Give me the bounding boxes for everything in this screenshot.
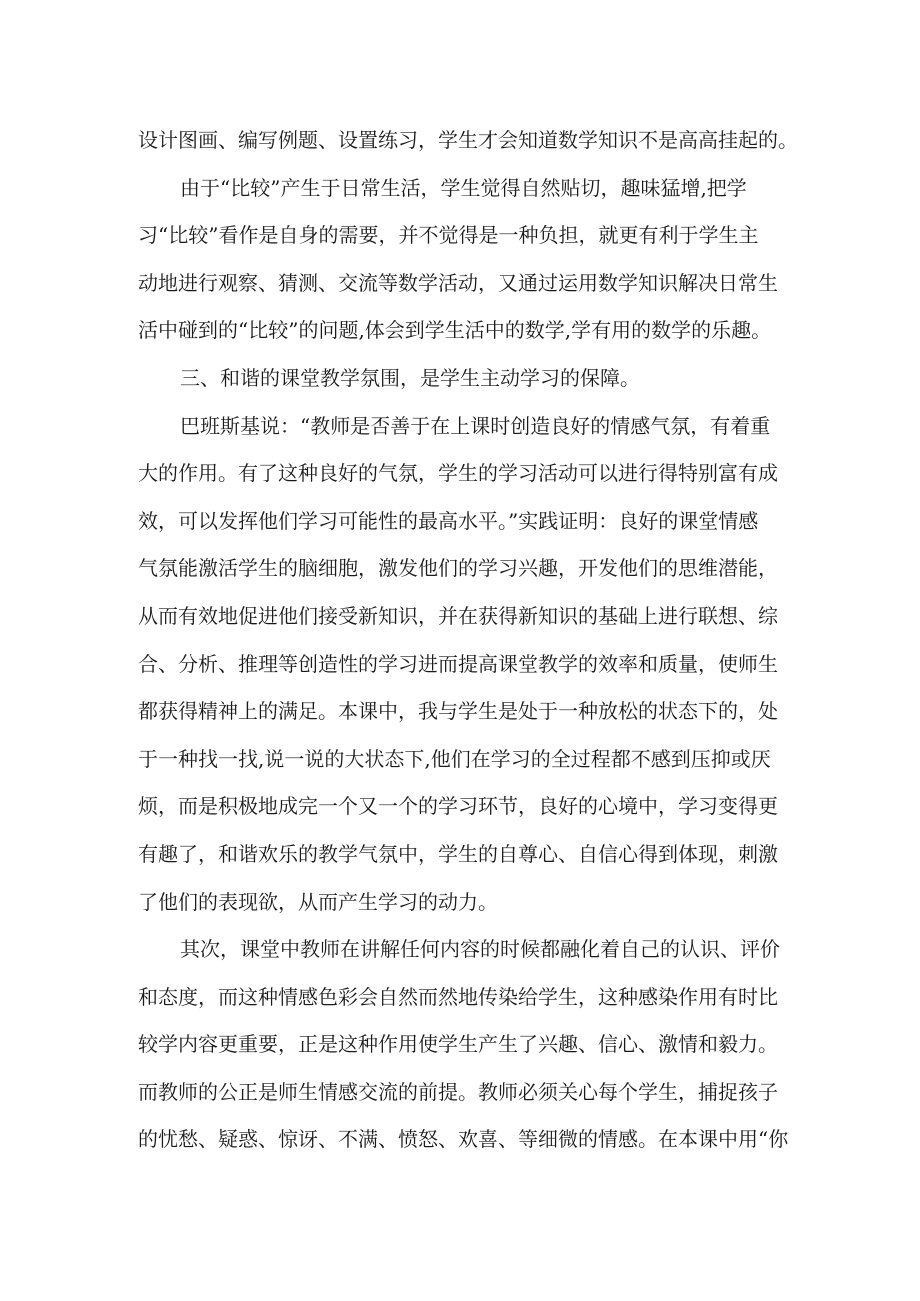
text-line: 效，可以发挥他们学习可能性的最高水平。”实践证明：良好的课堂情感 [138, 508, 759, 533]
text-line: 的忧愁、疑惑、惊讶、不满、愤怒、欢喜、等细微的情感。在本课中用“你 [138, 1127, 789, 1152]
text-line: 和态度，而这种情感色彩会自然而然地传染给学生，这种感染作用有时比 [138, 984, 778, 1009]
text-line: 于一种找一找,说一说的大状态下,他们在学习的全过程都不感到压抑或厌 [138, 746, 771, 771]
text-line: 了他们的表现欲，从而产生学习的动力。 [138, 889, 498, 914]
text-line: 动地进行观察、猜测、交流等数学活动，又通过运用数学知识解决日常生 [138, 270, 778, 295]
text-line: 烦，而是积极地成完一个又一个的学习环节，良好的心境中，学习变得更 [138, 794, 778, 819]
section-heading: 三、和谐的课堂教学氛围，是学生主动学习的保障。 [180, 365, 640, 390]
text-line: 其次，课堂中教师在讲解任何内容的时候都融化着自己的认识、评价 [180, 937, 780, 962]
text-line: 都获得精神上的满足。本课中，我与学生是处于一种放松的状态下的，处 [138, 699, 778, 724]
text-line: 合、分析、推理等创造性的学习进而提高课堂教学的效率和质量，使师生 [138, 651, 778, 676]
text-line: 气氛能激活学生的脑细胞，激发他们的学习兴趣，开发他们的思维潜能， [138, 556, 778, 581]
text-line: 大的作用。有了这种良好的气氛，学生的学习活动可以进行得特别富有成 [138, 461, 778, 486]
text-line: 习“比较”看作是自身的需要，并不觉得是一种负担，就更有利于学生主 [138, 223, 759, 248]
text-line: 有趣了，和谐欢乐的教学气氛中，学生的自尊心、自信心得到体现，刺激 [138, 841, 778, 866]
text-line: 活中碰到的“比较”的问题,体会到学生活中的数学,学有用的数学的乐趣。 [138, 318, 772, 343]
text-line: 从而有效地促进他们接受新知识，并在获得新知识的基础上进行联想、综 [138, 603, 778, 628]
document-page [138, 117, 798, 1164]
text-line: 设计图画、编写例题、设置练习，学生才会知道数学知识不是高高挂起的。 [138, 128, 798, 152]
text-line: 较学内容更重要，正是这种作用使学生产生了兴趣、信心、激情和毅力。 [138, 1032, 778, 1057]
text-line: 而教师的公正是师生情感交流的前提。教师必须关心每个学生，捕捉孩子 [138, 1079, 778, 1104]
text-line: 由于“比较”产生于日常生活，学生觉得自然贴切，趣味猛增,把学 [180, 175, 747, 200]
text-line: 巴班斯基说：“教师是否善于在上课时创造良好的情感气氛，有着重 [180, 413, 771, 438]
